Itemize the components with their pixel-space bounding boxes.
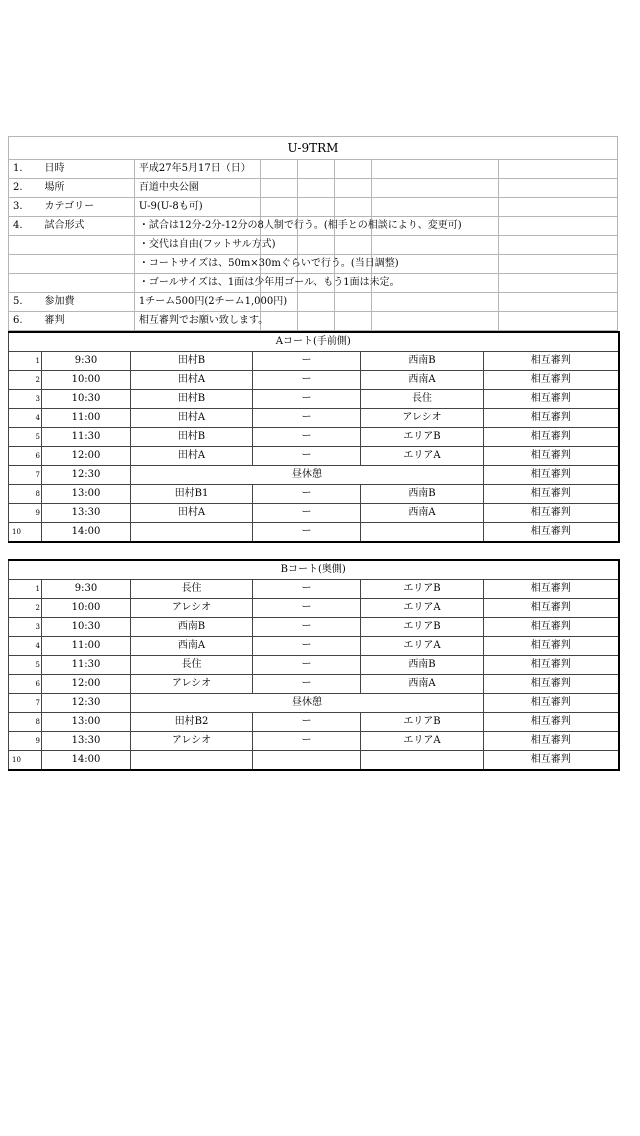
empty-cell [372,312,499,331]
away-team: 西南A [361,371,484,390]
versus-mark: ー [253,580,361,599]
match-time: 12:00 [42,447,131,466]
referee: 相互審判 [484,713,619,732]
away-team: アレシオ [361,409,484,428]
info-row [9,236,618,255]
info-value: 相互審判でお願い致します。 [134,312,260,331]
referee: 相互審判 [484,637,619,656]
empty-cell [499,255,618,274]
info-number [9,236,43,255]
court-header-row [9,332,619,352]
away-team: 西南B [361,485,484,504]
versus-mark: ー [253,485,361,504]
match-row [9,694,619,713]
info-label [43,255,135,274]
match-time: 14:00 [42,523,131,543]
referee: 相互審判 [484,485,619,504]
referee: 相互審判 [484,675,619,694]
versus-mark: ー [253,409,361,428]
info-number: 5. [9,293,43,312]
match-row [9,675,619,694]
home-team: 西南A [131,637,253,656]
match-number: 4 [9,637,42,656]
home-team: 田村B [131,352,253,371]
home-team: 長住 [131,656,253,675]
match-number: 8 [9,713,42,732]
info-number: 3. [9,198,43,217]
empty-cell [372,236,499,255]
match-number: 10 [9,523,42,543]
versus-mark: ー [253,390,361,409]
home-team: 田村A [131,409,253,428]
court-header: Bコート(奥側) [9,560,619,580]
empty-cell [335,198,372,217]
match-number: 6 [9,447,42,466]
empty-cell [335,236,372,255]
home-team: アレシオ [131,599,253,618]
referee: 相互審判 [484,694,619,713]
away-team: エリアB [361,428,484,447]
match-time: 11:30 [42,656,131,675]
match-time: 10:00 [42,371,131,390]
info-value: 平成27年5月17日（日） [134,160,260,179]
away-team: エリアB [361,618,484,637]
versus-mark: ー [253,352,361,371]
page-title: U-9TRM [9,137,618,160]
home-team: 長住 [131,580,253,599]
referee: 相互審判 [484,656,619,675]
court-a-table [8,331,620,543]
match-number: 2 [9,599,42,618]
referee: 相互審判 [484,618,619,637]
away-team: エリアA [361,732,484,751]
match-number: 4 [9,409,42,428]
match-number: 8 [9,485,42,504]
match-row [9,447,619,466]
versus-mark: ー [253,713,361,732]
info-number: 6. [9,312,43,331]
away-team: 長住 [361,390,484,409]
home-team: 田村A [131,371,253,390]
versus-mark: ー [253,504,361,523]
info-label: カテゴリー [43,198,135,217]
match-time: 13:30 [42,504,131,523]
home-team: 田村A [131,447,253,466]
empty-cell [335,160,372,179]
match-row [9,713,619,732]
referee: 相互審判 [484,409,619,428]
empty-cell [260,179,297,198]
match-number: 9 [9,732,42,751]
match-time: 13:00 [42,713,131,732]
referee: 相互審判 [484,751,619,771]
match-time: 13:00 [42,485,131,504]
lunch-break: 昼休憩 [131,694,484,713]
info-number: 4. [9,217,43,236]
versus-mark: ー [253,371,361,390]
empty-cell [372,179,499,198]
match-number: 9 [9,504,42,523]
schedule-sheet [8,136,618,771]
info-label [43,274,135,293]
info-row [9,312,618,331]
match-row [9,390,619,409]
info-table [8,136,618,331]
empty-cell [297,293,334,312]
info-label: 日時 [43,160,135,179]
empty-cell [297,179,334,198]
info-row [9,179,618,198]
empty-cell [372,160,499,179]
match-row [9,352,619,371]
versus-mark: ー [253,428,361,447]
match-row [9,523,619,543]
match-time: 10:30 [42,390,131,409]
info-value: ・コートサイズは、50m×30mぐらいで行う。(当日調整) [134,255,260,274]
info-row [9,274,618,293]
match-time: 13:30 [42,732,131,751]
info-label: 場所 [43,179,135,198]
empty-cell [260,198,297,217]
versus-mark: ー [253,447,361,466]
referee: 相互審判 [484,523,619,543]
empty-cell [297,312,334,331]
info-row [9,160,618,179]
referee: 相互審判 [484,504,619,523]
empty-cell [499,198,618,217]
away-team: エリアA [361,599,484,618]
referee: 相互審判 [484,732,619,751]
match-time: 11:00 [42,637,131,656]
empty-cell [499,179,618,198]
match-time: 14:00 [42,751,131,771]
info-label: 審判 [43,312,135,331]
referee: 相互審判 [484,466,619,485]
empty-cell [499,293,618,312]
empty-cell [260,160,297,179]
versus-mark: ー [253,618,361,637]
away-team [361,751,484,771]
match-row [9,637,619,656]
lunch-break: 昼休憩 [131,466,484,485]
empty-cell [297,236,334,255]
info-row [9,217,618,236]
empty-cell [499,312,618,331]
empty-cell [499,160,618,179]
match-row [9,485,619,504]
match-time: 12:30 [42,694,131,713]
match-number: 6 [9,675,42,694]
away-team: エリアA [361,447,484,466]
referee: 相互審判 [484,371,619,390]
empty-cell [372,293,499,312]
match-time: 10:30 [42,618,131,637]
versus-mark: ー [253,675,361,694]
referee: 相互審判 [484,599,619,618]
match-number: 10 [9,751,42,771]
home-team: 田村B2 [131,713,253,732]
referee: 相互審判 [484,447,619,466]
away-team: エリアA [361,637,484,656]
empty-cell [499,217,618,236]
away-team: 西南B [361,656,484,675]
match-row [9,751,619,771]
info-label [43,236,135,255]
referee: 相互審判 [484,428,619,447]
match-number: 3 [9,390,42,409]
away-team: エリアB [361,713,484,732]
match-row [9,371,619,390]
match-time: 11:00 [42,409,131,428]
match-row [9,732,619,751]
referee: 相互審判 [484,580,619,599]
referee: 相互審判 [484,352,619,371]
info-row [9,198,618,217]
match-time: 12:30 [42,466,131,485]
empty-cell [297,160,334,179]
home-team: 田村A [131,504,253,523]
match-number: 7 [9,694,42,713]
match-number: 5 [9,656,42,675]
court-b-table [8,559,620,771]
home-team: 田村B [131,390,253,409]
away-team [361,523,484,543]
versus-mark: ー [253,732,361,751]
empty-cell [499,274,618,293]
court-header: Aコート(手前側) [9,332,619,352]
match-number: 1 [9,352,42,371]
match-row [9,618,619,637]
empty-cell [499,236,618,255]
home-team [131,523,253,543]
home-team: 西南B [131,618,253,637]
info-value: ・試合は12分-2分-12分の8人制で行う。(相手との相談により、変更可) [134,217,260,236]
info-label: 参加費 [43,293,135,312]
match-number: 5 [9,428,42,447]
home-team [131,751,253,771]
match-time: 9:30 [42,580,131,599]
versus-mark [253,751,361,771]
match-number: 1 [9,580,42,599]
empty-cell [335,312,372,331]
info-label: 試合形式 [43,217,135,236]
court-header-row [9,560,619,580]
info-value: U-9(U-8も可) [134,198,260,217]
empty-cell [297,198,334,217]
match-number: 2 [9,371,42,390]
home-team: アレシオ [131,732,253,751]
match-row [9,428,619,447]
away-team: エリアB [361,580,484,599]
info-number [9,274,43,293]
info-value: ・ゴールサイズは、1面は少年用ゴール、もう1面は未定。 [134,274,260,293]
versus-mark: ー [253,656,361,675]
match-row [9,409,619,428]
match-time: 9:30 [42,352,131,371]
away-team: 西南A [361,504,484,523]
home-team: 田村B1 [131,485,253,504]
empty-cell [372,198,499,217]
match-row [9,504,619,523]
match-number: 7 [9,466,42,485]
info-row [9,293,618,312]
info-row [9,255,618,274]
versus-mark: ー [253,599,361,618]
away-team: 西南A [361,675,484,694]
empty-cell [335,179,372,198]
referee: 相互審判 [484,390,619,409]
info-value: 1チーム500円(2チーム1,000円) [134,293,260,312]
home-team: アレシオ [131,675,253,694]
home-team: 田村B [131,428,253,447]
info-value: ・交代は自由(フットサル方式) [134,236,260,255]
match-row [9,599,619,618]
info-number: 2. [9,179,43,198]
versus-mark: ー [253,523,361,543]
match-number: 3 [9,618,42,637]
match-row [9,656,619,675]
match-time: 12:00 [42,675,131,694]
empty-cell [335,293,372,312]
match-time: 10:00 [42,599,131,618]
match-row [9,580,619,599]
match-row [9,466,619,485]
versus-mark: ー [253,637,361,656]
away-team: 西南B [361,352,484,371]
info-value: 百道中央公園 [134,179,260,198]
info-number: 1. [9,160,43,179]
match-time: 11:30 [42,428,131,447]
info-number [9,255,43,274]
